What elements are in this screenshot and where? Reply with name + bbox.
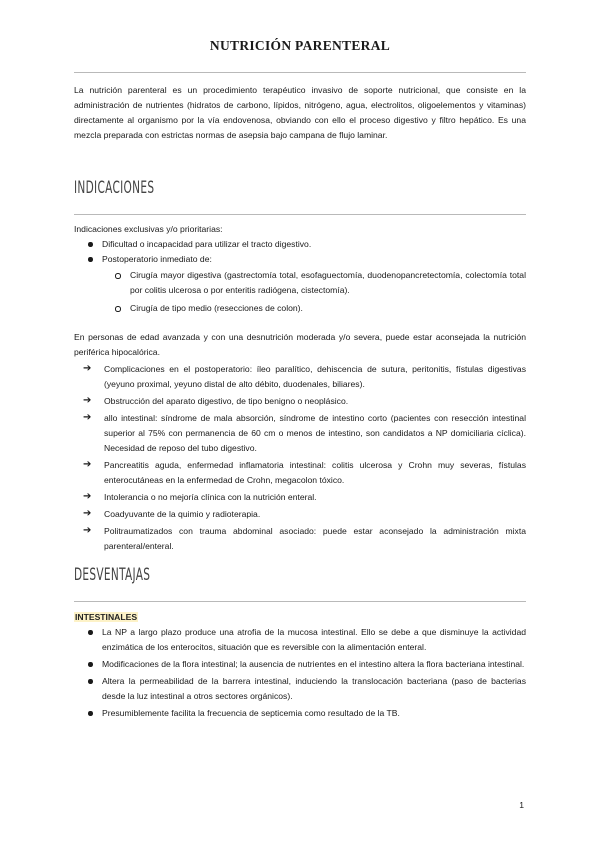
list-item: ➔ Intolerancia o no mejoría clínica con la nutrición enteral.: [83, 491, 317, 502]
elderly-paragraph: En personas de edad avanzada y con una desnutrición moderada y/o severa, puede estar aconsejada la nutrición periférica hipocalórica.: [74, 332, 526, 357]
desventajas-heading: DESVENTAJAS: [74, 565, 151, 585]
desventajas-bullets: [74, 625, 526, 721]
list-item: Cirugía mayor digestiva (gastrectomía total, esofaguectomía, duodenopancretectomía, colectomía total por colitis ulcerosa o por enteritis radiógena, cistectomía).: [74, 268, 526, 298]
arrow-icon: ➔: [83, 395, 92, 406]
list-item: ➔ Obstrucción del aparato digestivo, de tipo benigno o neoplásico.: [83, 395, 349, 406]
list-item: ➔ allo intestinal: síndrome de mala absorción, síndrome de intestino corto (pacientes con resección intestinal superior al 75% con permanencia de 60 cm o menos de intestino, son candidatos a NP domiciliaria cíclica). Necesidad de reposo del tubo digestivo.: [83, 412, 526, 453]
arrow-icon: ➔: [83, 508, 92, 519]
indicaciones-label: Indicaciones exclusivas y/o prioritarias:: [74, 224, 223, 234]
list-item: Modificaciones de la flora intestinal; la ausencia de nutrientes en el intestino altera la flora bacteriana intestinal.: [74, 657, 526, 672]
list-item: ➔ Politraumatizados con trauma abdominal asociado: puede estar aconsejado la administración mixta parenteral/enteral.: [83, 525, 526, 551]
intestinales-subheading: INTESTINALES: [75, 612, 138, 622]
arrow-icon: ➔: [83, 491, 92, 502]
list-item: ➔ Pancreatitis aguda, enfermedad inflamatoria intestinal: colitis ulcerosa y Crohn muy severas, fístulas enterocutáneas en la enfermedad de Crohn, megacolon tóxico.: [83, 459, 526, 485]
intro-paragraph: La nutrición parenteral es un procedimiento terapéutico invasivo de soporte nutricional, que consiste en la administración de nutrientes (hidratos de carbono, lípidos, nitrógeno, agua, electrolitos, oligoelementos y vitaminas) directamente al organismo por la vía endovenosa, obviando con ello el proceso digestivo y filtro hepático. Es una mezcla preparada con estrictas normas de asepsia bajo campana de flujo laminar.: [74, 85, 526, 140]
list-item: ➔ Complicaciones en el postoperatorio: íleo paralítico, dehiscencia de sutura, peritonitis, fístulas digestivas (yeyuno proximal, yeyuno distal de alto débito, duodenales, biliares).: [83, 363, 526, 389]
list-item: Postoperatorio inmediato de:: [74, 252, 526, 267]
list-item: Presumiblemente facilita la frecuencia de septicemia como resultado de la TB.: [74, 706, 526, 721]
list-item: Altera la permeabilidad de la barrera intestinal, induciendo la translocación bacteriana (paso de bacterias desde la luz intestinal a otros sectores orgánicos).: [74, 674, 526, 704]
indicaciones-bullets: [74, 237, 526, 267]
arrow-icon: ➔: [83, 412, 92, 423]
list-item: La NP a largo plazo produce una atrofia de la mucosa intestinal. Ello se debe a que disminuye la actividad enzimática de los enterocitos, situación que es reversible con la alimentación enteral.: [74, 625, 526, 655]
list-item: ➔ Coadyuvante de la quimio y radioterapia.: [83, 508, 261, 519]
indicaciones-heading: INDICACIONES: [74, 178, 155, 198]
indicaciones-divider: [74, 214, 526, 215]
list-item: Cirugía de tipo medio (resecciones de colon).: [74, 301, 526, 316]
indicaciones-arrow-list: [74, 362, 526, 554]
arrow-icon: ➔: [83, 525, 92, 536]
title-divider: [74, 72, 526, 73]
page-number: 1: [519, 800, 524, 810]
list-item: Dificultad o incapacidad para utilizar el tracto digestivo.: [74, 237, 526, 252]
arrow-icon: ➔: [83, 363, 92, 374]
document-title: NUTRICIÓN PARENTERAL: [209, 38, 391, 53]
arrow-icon: ➔: [83, 459, 92, 470]
indicaciones-sub-bullets: [74, 268, 526, 316]
desventajas-divider: [74, 601, 526, 602]
